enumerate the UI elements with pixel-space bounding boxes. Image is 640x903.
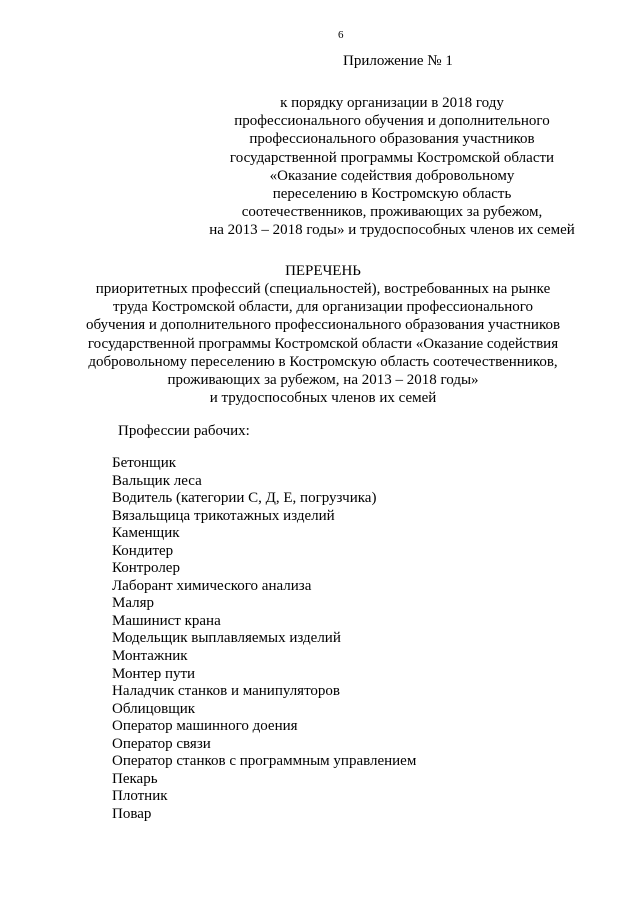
- list-item: Водитель (категории С, Д, Е, погрузчика): [112, 490, 377, 507]
- appendix-lines: [150, 94, 634, 240]
- appendix-line: «Оказание содействия добровольному: [269, 167, 515, 184]
- appendix-line: государственной программы Костромской области: [229, 149, 555, 166]
- list-item: Оператор станков с программным управлением: [112, 753, 417, 770]
- heading-line: добровольному переселению в Костромскую область соотечественников,: [88, 353, 558, 370]
- heading-line: государственной программы Костромской области «Оказание содействия: [87, 335, 559, 352]
- list-item: Модельщик выплавляемых изделий: [112, 630, 341, 647]
- list-item: Пекарь: [112, 770, 158, 787]
- heading-line: обучения и дополнительного профессионального образования участников: [85, 317, 561, 334]
- list-item: Бетонщик: [112, 455, 177, 471]
- list-item: Повар: [112, 805, 152, 822]
- list-item: Монтажник: [112, 648, 188, 665]
- appendix-line: переселению в Костромскую область: [272, 186, 512, 203]
- list-item: Каменщик: [112, 525, 180, 542]
- list-item: Кондитер: [112, 542, 174, 559]
- heading-line: и трудоспособных членов их семей: [209, 390, 437, 407]
- list-item: Лаборант химического анализа: [112, 577, 312, 594]
- list-item: Маляр: [112, 595, 155, 612]
- heading-lines: [6, 280, 640, 407]
- list-item: Вальщик леса: [112, 472, 202, 489]
- list-item: Облицовщик: [112, 700, 196, 717]
- heading-line: приоритетных профессий (специальностей), востребованных на рынке: [95, 281, 551, 297]
- list-item: Плотник: [112, 788, 168, 805]
- subheading: Профессии рабочих:: [118, 423, 250, 439]
- heading-line: труда Костромской области, для организации профессионального: [112, 299, 534, 316]
- appendix-title: Приложение № 1: [343, 53, 453, 69]
- list-item: Оператор машинного доения: [112, 718, 298, 735]
- list-item: Контролер: [112, 560, 180, 577]
- appendix-line: к порядку организации в 2018 году: [280, 95, 504, 111]
- appendix-line: на 2013 – 2018 годы» и трудоспособных членов их семей: [209, 222, 575, 239]
- list-item: Оператор связи: [112, 735, 211, 752]
- appendix-line: профессионального обучения и дополнительного: [234, 113, 550, 130]
- appendix-line: профессионального образования участников: [249, 131, 535, 148]
- heading-title: ПЕРЕЧЕНЬ: [285, 263, 361, 279]
- appendix-block: [0, 52, 640, 239]
- list-item: Наладчик станков и манипуляторов: [112, 683, 341, 700]
- list-item: Монтер пути: [112, 665, 196, 682]
- page-number: 6: [338, 29, 344, 41]
- heading-line: проживающих за рубежом, на 2013 – 2018 годы»: [167, 372, 479, 389]
- list-heading: [0, 262, 640, 407]
- appendix-line: соотечественников, проживающих за рубежом,: [241, 204, 543, 221]
- profession-list: [112, 455, 416, 823]
- list-item: Машинист крана: [112, 612, 221, 629]
- list-item: Вязальщица трикотажных изделий: [112, 507, 335, 524]
